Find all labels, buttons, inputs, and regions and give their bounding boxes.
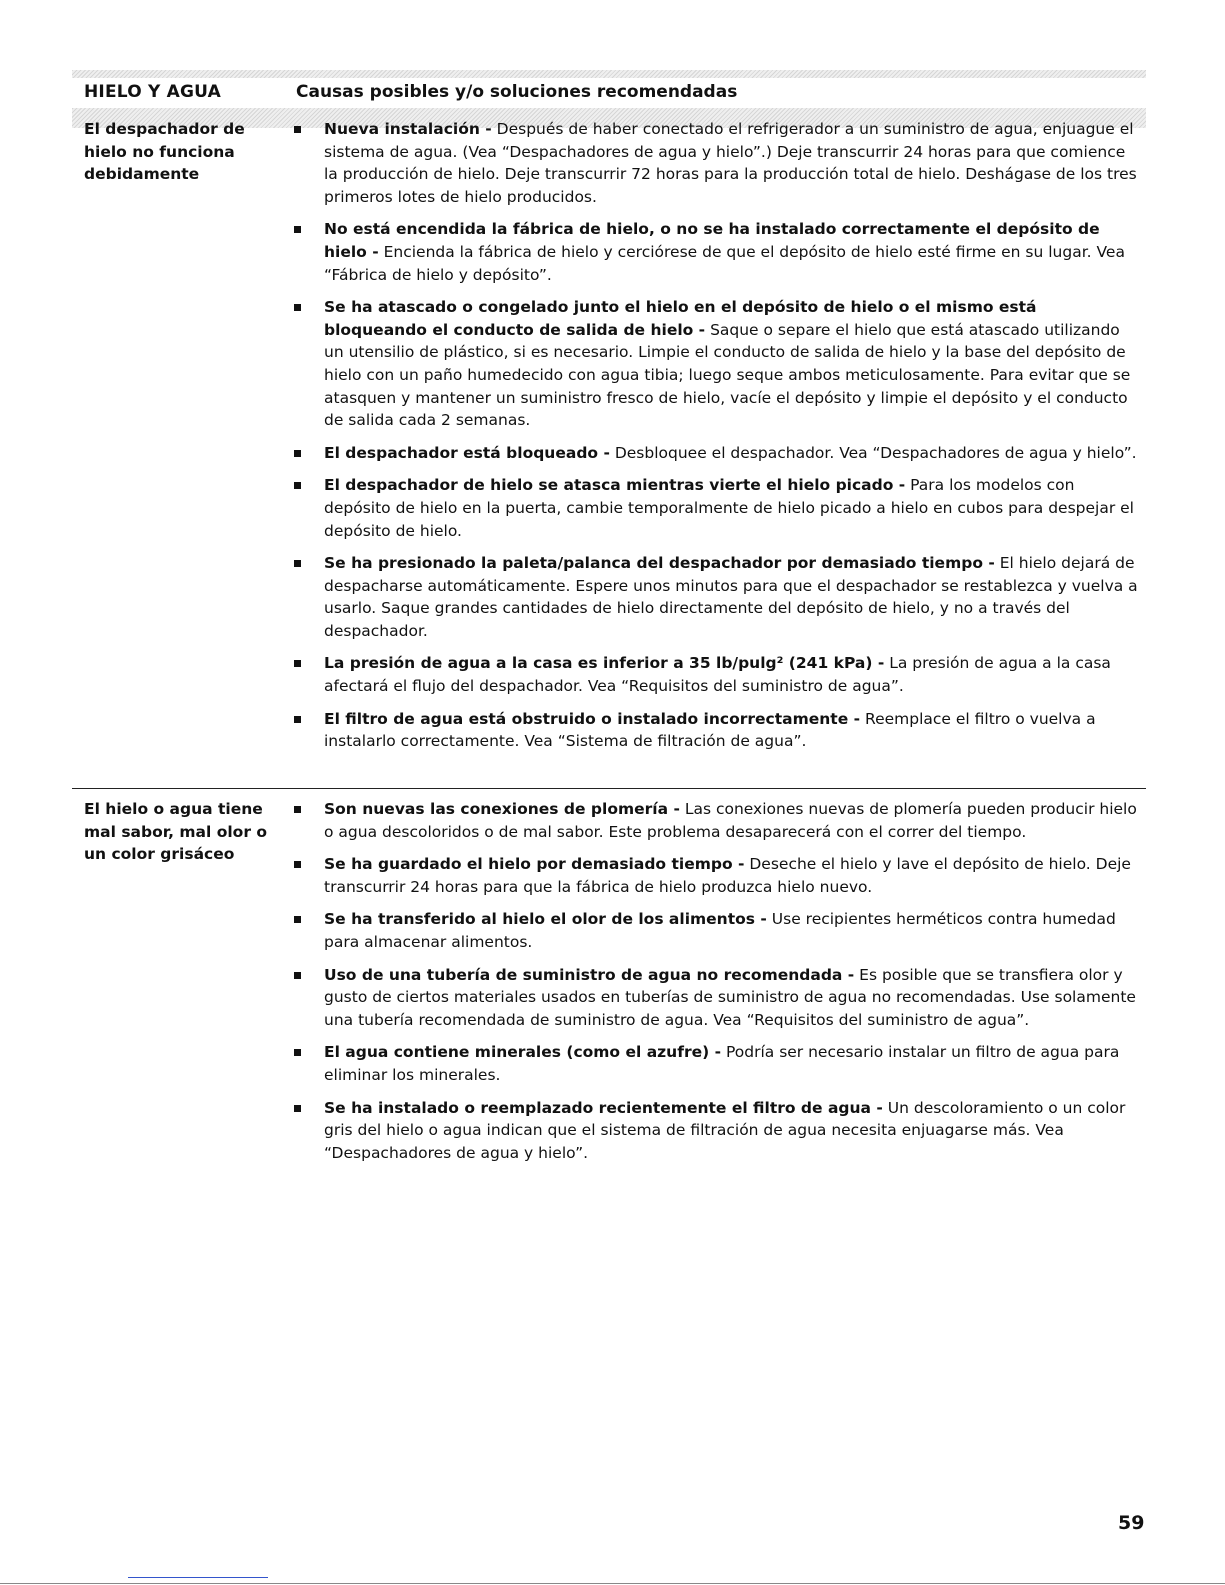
problem-title: El despachador de hielo no funciona debidamente	[84, 120, 245, 183]
item-label: La presión de agua a la casa es inferior a 35 lb/pulg² (241 kPa) -	[324, 654, 885, 673]
item-text: Saque o separe el hielo que está atascado utilizando un utensilio de plástico, si es necesario. Limpie el conducto de salida de hielo y la base del depósito de hielo con un paño humedecido con agua tibia; luego seque ambos meticulosamente. Para evitar que se atasquen y mantener un suministro fresco de hielo, vacíe el depósito y limpie el depósito y el conducto de salida cada 2 semanas.	[324, 320, 1131, 430]
list-item	[288, 552, 1140, 642]
item-label: Nueva instalación -	[324, 120, 492, 138]
bullet-icon	[294, 1105, 301, 1112]
list-item	[288, 1041, 1140, 1086]
list-item	[288, 118, 1140, 208]
list-item	[288, 964, 1140, 1032]
page-number: 59	[1118, 1512, 1145, 1534]
bottom-link-bar	[128, 1577, 268, 1578]
item-label: Son nuevas las conexiones de plomería -	[324, 800, 680, 818]
item-label: Se ha presionado la paleta/palanca del despachador por demasiado tiempo -	[324, 554, 995, 573]
section-divider	[72, 788, 1146, 789]
item-text: Después de haber conectado el refrigerador a un suministro de agua, enjuague el sistema de agua. (Vea “Despachadores de agua y hielo”.) Deje transcurrir 24 horas para que comience la producción de hielo. Deje transcurrir 72 horas para la producción total de hielo. Deshágase de los tres primeros lotes de hielo producidos.	[324, 120, 1137, 206]
header-causes: Causas posibles y/o soluciones recomendadas	[296, 82, 738, 102]
bullet-icon	[294, 126, 301, 133]
list-item	[288, 296, 1140, 432]
list-item	[288, 1097, 1140, 1165]
item-text: Un descoloramiento o un color gris del hielo o agua indican que el sistema de filtración de agua necesita enjuagarse más. Vea “Despachadores de agua y hielo”.	[324, 1098, 1126, 1162]
bullet-icon	[294, 916, 301, 923]
page-bottom-rule	[0, 1583, 1225, 1584]
item-label: Se ha atascado o congelado junto el hielo en el depósito de hielo o el mismo está bloqueando el conducto de salida de hielo -	[324, 298, 1037, 339]
list-item	[288, 442, 1140, 465]
solutions-list	[288, 798, 1140, 1174]
bullet-icon	[294, 450, 301, 457]
item-label: Se ha transferido al hielo el olor de los alimentos -	[324, 910, 767, 929]
item-label: El filtro de agua está obstruido o instalado incorrectamente -	[324, 709, 861, 728]
item-label: Uso de una tubería de suministro de agua no recomendada -	[324, 965, 855, 984]
item-label: No está encendida la fábrica de hielo, o no se ha instalado correctamente el depósito de hielo -	[324, 220, 1100, 261]
bullet-icon	[294, 972, 301, 979]
item-label: El despachador de hielo se atasca mientras vierte el hielo picado -	[324, 476, 906, 495]
bullet-icon	[294, 560, 301, 567]
problem-title: El hielo o agua tiene mal sabor, mal olor o un color grisáceo	[84, 800, 268, 863]
item-text: Deseche el hielo y lave el depósito de hielo. Deje transcurrir 24 horas para que la fábrica de hielo produzca hielo nuevo.	[324, 855, 1131, 896]
list-item	[288, 853, 1140, 898]
item-text: El hielo dejará de despacharse automáticamente. Espere unos minutos para que el despachador se restablezca y vuelva a usarlo. Saque grandes cantidades de hielo directamente del depósito de hielo, y no a través del despachador.	[324, 554, 1138, 640]
item-text: Es posible que se transfiera olor y gusto de ciertos materiales usados en tuberías de suministro de agua no recomendadas. Use solamente una tubería recomendada de suministro de agua. Vea “Requisitos del suministro de agua”.	[324, 965, 1136, 1029]
list-item	[288, 908, 1140, 953]
item-label: Se ha instalado o reemplazado recientemente el filtro de agua -	[324, 1098, 883, 1117]
item-text: Para los modelos con depósito de hielo en la puerta, cambie temporalmente de hielo picado a hielo en cubos para despejar el depósito de hielo.	[324, 476, 1134, 540]
item-text: Encienda la fábrica de hielo y cerciórese de que el depósito de hielo esté firme en su lugar. Vea “Fábrica de hielo y depósito”.	[324, 242, 1125, 284]
bullet-icon	[294, 806, 301, 813]
item-text: Use recipientes herméticos contra humedad para almacenar alimentos.	[324, 910, 1116, 951]
bullet-icon	[294, 304, 301, 311]
list-item	[288, 708, 1140, 753]
list-item	[288, 218, 1140, 286]
list-item	[288, 798, 1140, 843]
bullet-icon	[294, 861, 301, 868]
item-label: El agua contiene minerales (como el azufre) -	[324, 1043, 722, 1062]
item-label: Se ha guardado el hielo por demasiado tiempo -	[324, 855, 745, 874]
list-item	[288, 652, 1140, 697]
solutions-list	[288, 118, 1140, 763]
list-item	[288, 474, 1140, 542]
item-text: Las conexiones nuevas de plomería pueden producir hielo o agua descoloridos o de mal sabor. Este problema desaparecerá con el correr del tiempo.	[324, 800, 1137, 841]
bullet-icon	[294, 482, 301, 489]
item-label: El despachador está bloqueado -	[324, 443, 610, 462]
item-text: Reemplace el filtro o vuelva a instalarlo correctamente. Vea “Sistema de filtración de agua”.	[324, 709, 1096, 751]
item-text: Podría ser necesario instalar un filtro de agua para eliminar los minerales.	[324, 1043, 1120, 1084]
item-text: La presión de agua a la casa afectará el flujo del despachador. Vea “Requisitos del suministro de agua”.	[324, 654, 1111, 696]
bullet-icon	[294, 226, 301, 233]
header-category: HIELO Y AGUA	[84, 82, 221, 102]
item-text: Desbloquee el despachador. Vea “Despachadores de agua y hielo”.	[614, 443, 1137, 462]
bullet-icon	[294, 660, 301, 667]
bullet-icon	[294, 1049, 301, 1056]
bullet-icon	[294, 716, 301, 723]
table-header-row	[72, 78, 1146, 108]
